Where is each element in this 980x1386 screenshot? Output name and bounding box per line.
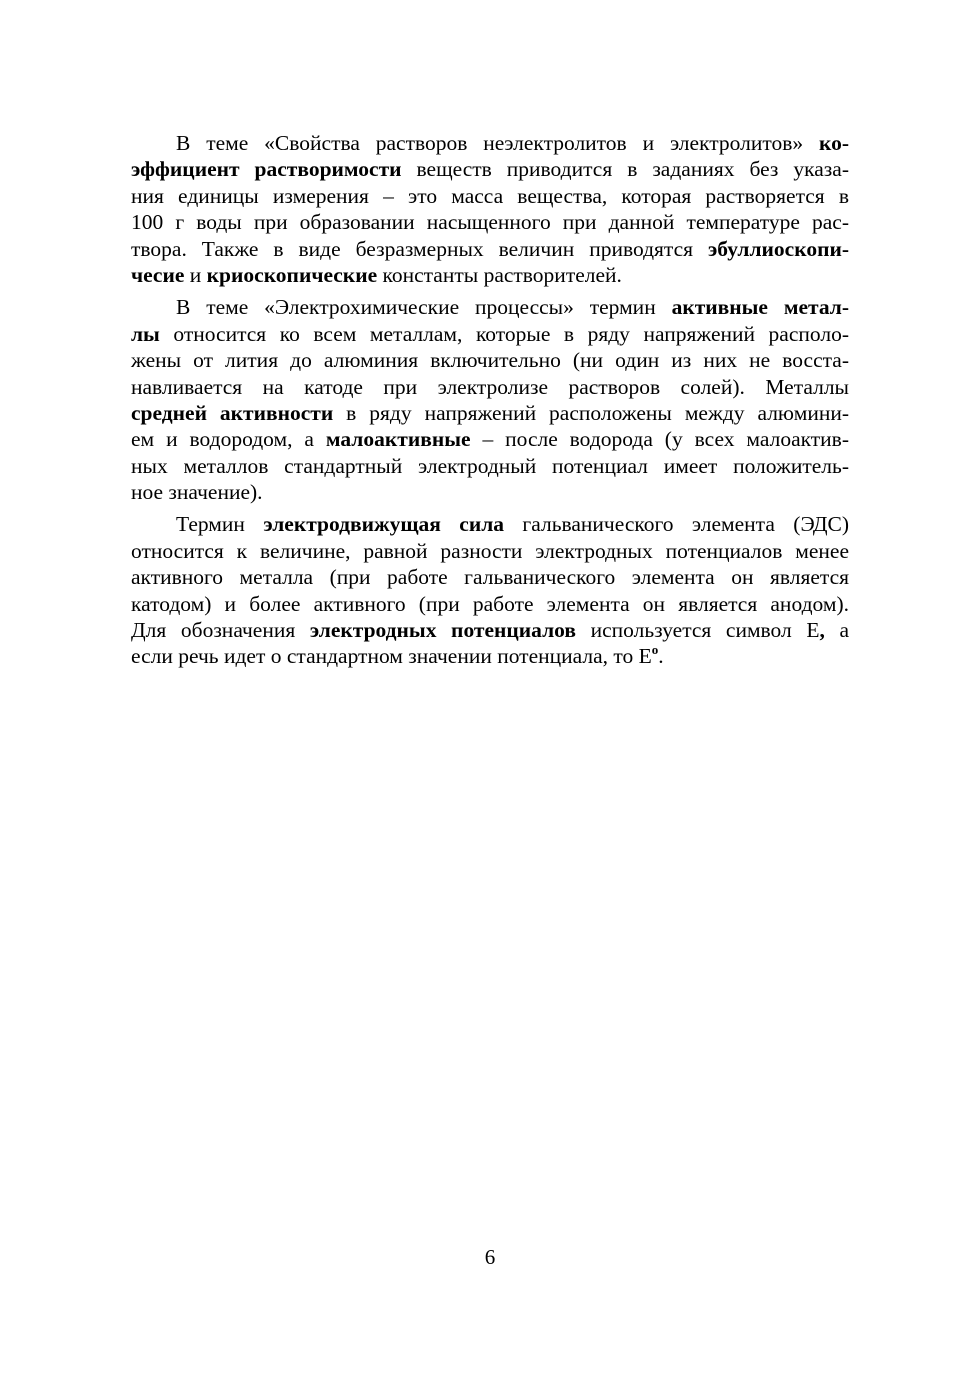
bold-term: лы — [131, 321, 160, 346]
text-run: веществ приводится в заданиях без указа- — [401, 157, 850, 182]
text-line — [131, 374, 849, 400]
text-line — [131, 643, 849, 669]
text-line — [131, 183, 849, 209]
text-run: ных металлов стандартный электродный потенциал имеет положитель- — [131, 453, 849, 478]
text-line — [131, 453, 849, 479]
text-line — [131, 617, 849, 643]
text-run: В теме «Свойства растворов неэлектролитов и электролитов» — [176, 131, 819, 155]
text-line — [131, 564, 849, 590]
text-run: ное значение). — [131, 480, 263, 505]
text-run: твора. Также в виде безразмерных величин приводятся — [131, 236, 708, 261]
text-run: гальванического элемента (ЭДС) — [504, 512, 849, 537]
text-run: В теме «Электрохимические процессы» термин — [176, 295, 672, 320]
text-run: навливается на катоде при электролизе растворов солей). Металлы — [131, 374, 849, 399]
text-run: – после водорода (у всех малоактив- — [470, 427, 849, 452]
text-run: относится к величине, равной разности электродных потенциалов менее — [131, 538, 849, 563]
text-run: используется символ E — [576, 618, 820, 643]
paragraph-1 — [131, 130, 849, 288]
paragraph-3 — [131, 511, 849, 669]
text-run: Термин — [176, 512, 264, 537]
text-line — [131, 156, 849, 182]
text-line — [131, 591, 849, 617]
text-run: а — [824, 618, 849, 643]
bold-term: эффициент растворимости — [131, 157, 402, 182]
text-run: Для обозначения — [131, 618, 310, 643]
bold-term: ко- — [818, 131, 849, 155]
text-line — [131, 236, 849, 262]
text-line — [131, 400, 849, 426]
text-run: 100 г воды при образовании насыщенного при данной температуре рас- — [131, 210, 849, 235]
bold-term: средней активности — [131, 400, 334, 425]
paragraph-2 — [131, 294, 849, 505]
superscript-degree: o — [651, 642, 659, 658]
text-run: в ряду напряжений расположены между алюмини- — [333, 400, 849, 425]
body-text — [131, 130, 849, 670]
text-line — [131, 511, 849, 537]
text-line — [131, 321, 849, 347]
text-run: и — [184, 262, 207, 287]
text-run: катодом) и более активного (при работе элемента он является анодом). — [131, 591, 849, 616]
text-run: относится ко всем металлам, которые в ряду напряжений располо- — [159, 321, 849, 346]
bold-term: электродных потенциалов — [309, 618, 577, 643]
bold-term: эбуллиоскопи- — [707, 236, 849, 261]
text-line — [131, 294, 849, 320]
text-run: активного металла (при работе гальванического элемента он является — [131, 565, 849, 590]
bold-term: криоскопические — [206, 262, 378, 287]
bold-term: чесие — [131, 262, 185, 287]
bold-term: электродвижущая сила — [263, 512, 505, 537]
text-run: если речь идет о стандартном значении потенциала, то E — [131, 644, 652, 669]
bold-term: малоактивные — [325, 427, 471, 452]
bold-term: активные метал- — [671, 295, 849, 320]
text-run: . — [658, 644, 664, 669]
text-line — [131, 347, 849, 373]
text-run: ния единицы измерения – это масса вещества, которая растворяется в — [131, 183, 849, 208]
text-line — [131, 538, 849, 564]
text-line — [131, 130, 849, 156]
text-run: константы растворителей. — [377, 262, 622, 287]
page-number: 6 — [484, 1245, 496, 1269]
text-line — [131, 479, 849, 505]
text-run: ем и водородом, а — [131, 427, 326, 452]
text-line — [131, 426, 849, 452]
text-line — [131, 262, 849, 288]
text-line — [131, 209, 849, 235]
text-run: жены от лития до алюминия включительно (ни один из них не восста- — [131, 348, 849, 373]
bold-term: , — [819, 618, 825, 643]
